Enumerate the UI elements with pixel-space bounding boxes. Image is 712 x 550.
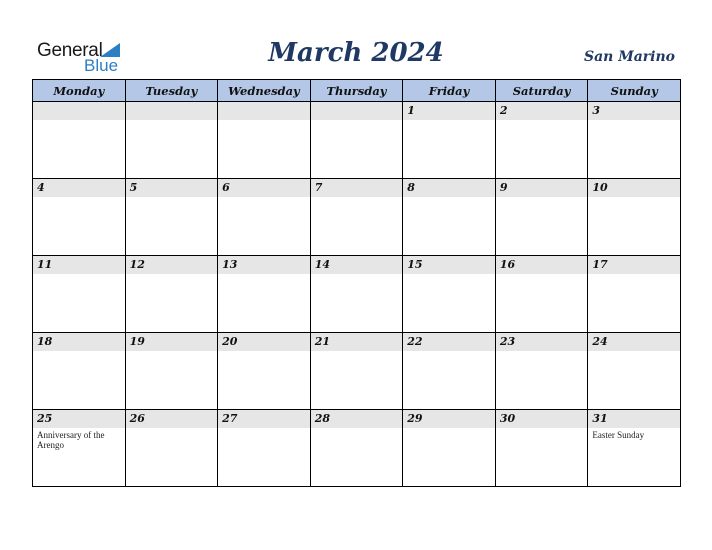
day-number: 8 [403,179,495,197]
day-cell [125,256,218,333]
day-cell [218,410,311,487]
day-cell [588,102,681,179]
day-cell [218,179,311,256]
country-name: San Marino [583,49,675,65]
holiday-label [126,197,218,199]
holiday-label [496,120,588,122]
week-row [33,333,681,410]
holiday-label [126,274,218,276]
day-number: 22 [403,333,495,351]
day-number: 19 [126,333,218,351]
holiday-label [496,197,588,199]
day-cell [403,179,496,256]
holiday-label [588,197,680,199]
day-number [126,102,218,120]
day-cell [495,333,588,410]
week-row [33,410,681,487]
day-cell [125,179,218,256]
day-cell [125,102,218,179]
day-cell [310,179,403,256]
day-cell [495,179,588,256]
day-number: 6 [218,179,310,197]
day-cell [588,410,681,487]
day-cell [495,256,588,333]
holiday-label [403,428,495,430]
day-cell [125,333,218,410]
day-cell [495,102,588,179]
weekday-header: Wednesday [218,80,311,102]
weekday-header: Monday [33,80,126,102]
day-number: 27 [218,410,310,428]
weekday-header: Tuesday [125,80,218,102]
holiday-label [218,274,310,276]
day-number: 31 [588,410,680,428]
day-number: 5 [126,179,218,197]
holiday-label [218,428,310,430]
day-cell [218,102,311,179]
day-number: 25 [33,410,125,428]
day-cell [403,102,496,179]
weekday-header: Sunday [588,80,681,102]
holiday-label [311,428,403,430]
day-cell [588,333,681,410]
holiday-label [496,351,588,353]
week-row [33,179,681,256]
day-number: 21 [311,333,403,351]
day-number: 17 [588,256,680,274]
holiday-label [588,274,680,276]
day-cell [588,179,681,256]
weekday-header: Saturday [495,80,588,102]
day-cell [310,333,403,410]
holiday-label [33,274,125,276]
day-number [218,102,310,120]
holiday-label [588,351,680,353]
holiday-label [496,274,588,276]
day-number: 3 [588,102,680,120]
day-number [33,102,125,120]
weekday-header: Friday [403,80,496,102]
day-number: 29 [403,410,495,428]
holiday-label [126,428,218,430]
day-cell [403,256,496,333]
day-cell [218,256,311,333]
day-cell [33,410,126,487]
day-cell [403,333,496,410]
holiday-label: Easter Sunday [592,430,645,440]
holiday-label [403,274,495,276]
day-number: 26 [126,410,218,428]
day-cell [218,333,311,410]
day-cell [310,102,403,179]
day-cell [310,410,403,487]
day-number: 18 [33,333,125,351]
holiday-label [311,274,403,276]
holiday-label [311,351,403,353]
day-number: 14 [311,256,403,274]
holiday-label [33,120,125,122]
day-number: 2 [496,102,588,120]
holiday-label [311,197,403,199]
day-cell [495,410,588,487]
weekday-header: Thursday [310,80,403,102]
logo-word-general: General [37,40,103,61]
day-cell [33,102,126,179]
holiday-label [403,120,495,122]
week-row [33,102,681,179]
holiday-label [218,351,310,353]
day-cell [310,256,403,333]
calendar-title: March 2024 [268,38,444,68]
day-number: 24 [588,333,680,351]
holiday-label [218,197,310,199]
holiday-label [33,351,125,353]
holiday-label [126,120,218,122]
day-cell [33,179,126,256]
day-number: 9 [496,179,588,197]
week-row [33,256,681,333]
day-number: 30 [496,410,588,428]
day-cell [125,410,218,487]
calendar-grid [32,79,681,487]
day-cell [33,333,126,410]
holiday-label [311,120,403,122]
day-cell [588,256,681,333]
day-number: 12 [126,256,218,274]
day-number: 10 [588,179,680,197]
holiday-label [403,197,495,199]
holiday-label [33,197,125,199]
day-number [311,102,403,120]
logo-word-blue: Blue [84,56,119,75]
holiday-label [496,428,588,430]
holiday-label: Anniversary of the Arengo [37,430,105,450]
day-number: 23 [496,333,588,351]
holiday-label [126,351,218,353]
day-cell [33,256,126,333]
day-number: 16 [496,256,588,274]
day-number: 4 [33,179,125,197]
day-number: 15 [403,256,495,274]
holiday-label [218,120,310,122]
day-number: 1 [403,102,495,120]
holiday-label [403,351,495,353]
holiday-label [588,120,680,122]
day-cell [403,410,496,487]
day-number: 11 [33,256,125,274]
day-number: 20 [218,333,310,351]
weekday-header-row [33,80,681,102]
day-number: 7 [311,179,403,197]
day-number: 13 [218,256,310,274]
day-number: 28 [311,410,403,428]
